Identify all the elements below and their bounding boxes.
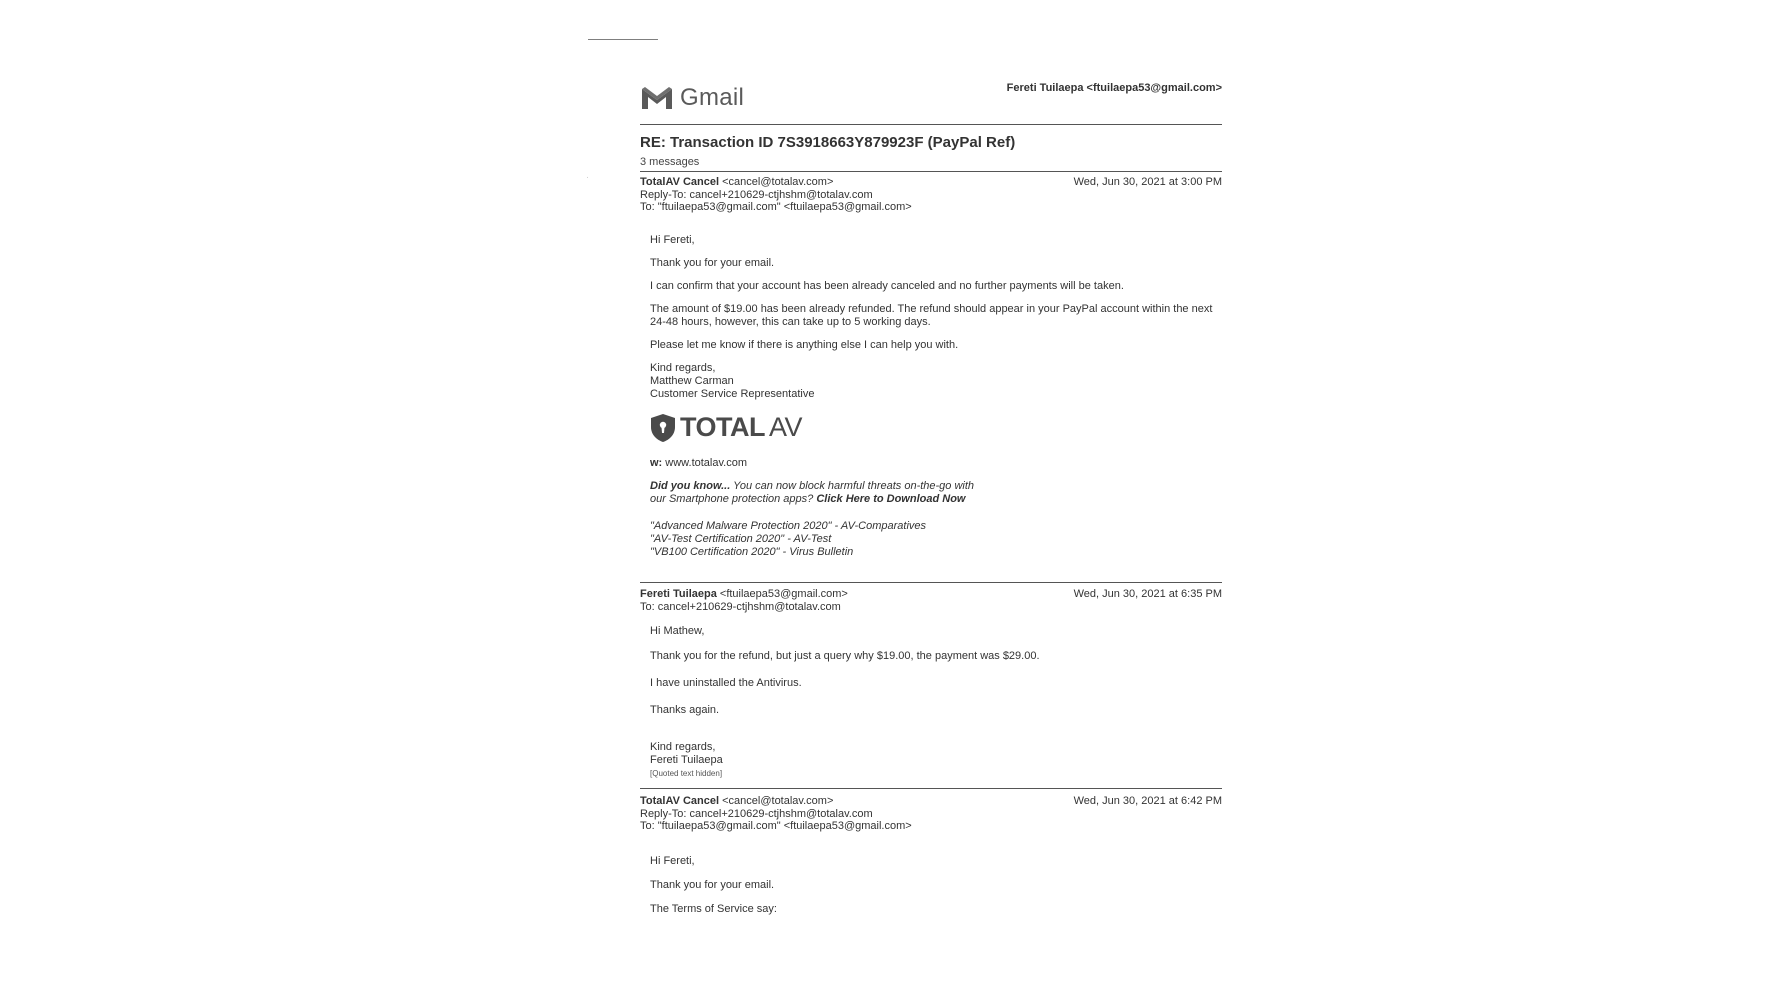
award-item: "Advanced Malware Protection 2020" - AV-Comparatives xyxy=(650,519,927,532)
message-date: Wed, Jun 30, 2021 at 6:35 PM xyxy=(1073,588,1222,600)
gmail-logo xyxy=(640,84,744,112)
signer-title: Customer Service Representative xyxy=(650,387,815,400)
brand-av: AV xyxy=(769,412,803,442)
message-date: Wed, Jun 30, 2021 at 6:42 PM xyxy=(1073,795,1222,807)
sender-name: Fereti Tuilaepa xyxy=(640,588,717,600)
paragraph: I can confirm that your account has been already canceled and no further payments will be taken. xyxy=(650,279,1124,292)
subject-divider xyxy=(640,171,1222,172)
website-line xyxy=(650,457,1222,470)
to-line: To: "ftuilaepa53@gmail.com" <ftuilaepa53@gmail.com> xyxy=(640,201,912,213)
signoff: Kind regards, xyxy=(650,741,716,753)
account-label: Fereti Tuilaepa <ftuilaepa53@gmail.com> xyxy=(1006,82,1222,94)
signature xyxy=(650,362,1222,401)
message-date: Wed, Jun 30, 2021 at 3:00 PM xyxy=(1073,176,1222,188)
sender-email[interactable]: <cancel@totalav.com> xyxy=(722,795,834,807)
message-count: 3 messages xyxy=(640,156,700,168)
header-divider xyxy=(640,124,1222,125)
message-3 xyxy=(640,795,1222,926)
gmail-m-icon xyxy=(640,85,674,111)
sender-name: TotalAV Cancel xyxy=(640,176,720,188)
website-link[interactable]: www.totalav.com xyxy=(665,456,748,469)
totalav-logo xyxy=(650,413,1222,443)
signer-name: Matthew Carman xyxy=(650,374,734,387)
greeting: Hi Fereti, xyxy=(650,233,695,246)
download-link[interactable]: Click Here to Download Now xyxy=(816,492,966,505)
paragraph: Thank you for your email. xyxy=(650,256,775,269)
message-divider xyxy=(640,788,1222,789)
paragraph: The Terms of Service say: xyxy=(650,902,777,915)
dyk-text: You can now block harmful threats on-the-go with our Smartphone protection apps? xyxy=(650,479,975,505)
award-item: "VB100 Certification 2020" - Virus Bulletin xyxy=(650,545,854,558)
paragraph: Thank you for the refund, but just a query why $19.00, the payment was $29.00. xyxy=(650,650,1040,662)
message-divider xyxy=(640,582,1222,583)
gmail-brand-text: Gmail xyxy=(680,84,745,111)
printed-page xyxy=(588,40,1228,1000)
shield-icon xyxy=(650,413,676,443)
sender-name: TotalAV Cancel xyxy=(640,795,720,807)
awards-list xyxy=(650,520,1222,559)
brand-text xyxy=(680,412,803,442)
to-line: To: "ftuilaepa53@gmail.com" <ftuilaepa53@gmail.com> xyxy=(640,820,912,832)
sender-email[interactable]: <ftuilaepa53@gmail.com> xyxy=(719,588,848,600)
to-line: To: cancel+210629-ctjhshm@totalav.com xyxy=(640,600,841,613)
greeting: Hi Fereti, xyxy=(650,854,695,867)
thread-subject: RE: Transaction ID 7S3918663Y879923F (PayPal Ref) xyxy=(640,134,1016,151)
message-body xyxy=(650,855,1222,916)
message-body xyxy=(650,625,1222,780)
signer-name: Fereti Tuilaepa xyxy=(650,754,723,766)
paragraph: I have uninstalled the Antivirus. xyxy=(650,677,802,689)
reply-to-line: Reply-To: cancel+210629-ctjhshm@totalav.com xyxy=(640,807,873,820)
signoff: Kind regards, xyxy=(650,361,716,374)
award-item: "AV-Test Certification 2020" - AV-Test xyxy=(650,532,832,545)
quoted-text-toggle[interactable]: [Quoted text hidden] xyxy=(650,769,723,778)
greeting: Hi Mathew, xyxy=(650,625,705,637)
sender-email[interactable]: <cancel@totalav.com> xyxy=(722,176,834,188)
reply-to-line: Reply-To: cancel+210629-ctjhshm@totalav.com xyxy=(640,188,873,201)
dyk-heading: Did you know... xyxy=(650,479,731,492)
paragraph: The amount of $19.00 has been already refunded. The refund should appear in your PayPal account within the next 24-48 hours, however, this can take up to 5 working days. xyxy=(650,302,1213,328)
paragraph: Thank you for your email. xyxy=(650,878,775,891)
message-1 xyxy=(640,176,1222,559)
message-body xyxy=(650,234,1222,559)
paragraph: Please let me know if there is anything else I can help you with. xyxy=(650,338,959,351)
brand-total: TOTAL xyxy=(680,412,765,442)
did-you-know xyxy=(650,480,980,506)
website-label: w: xyxy=(650,456,663,469)
message-2 xyxy=(640,588,1222,780)
paragraph: Thanks again. xyxy=(650,704,720,716)
